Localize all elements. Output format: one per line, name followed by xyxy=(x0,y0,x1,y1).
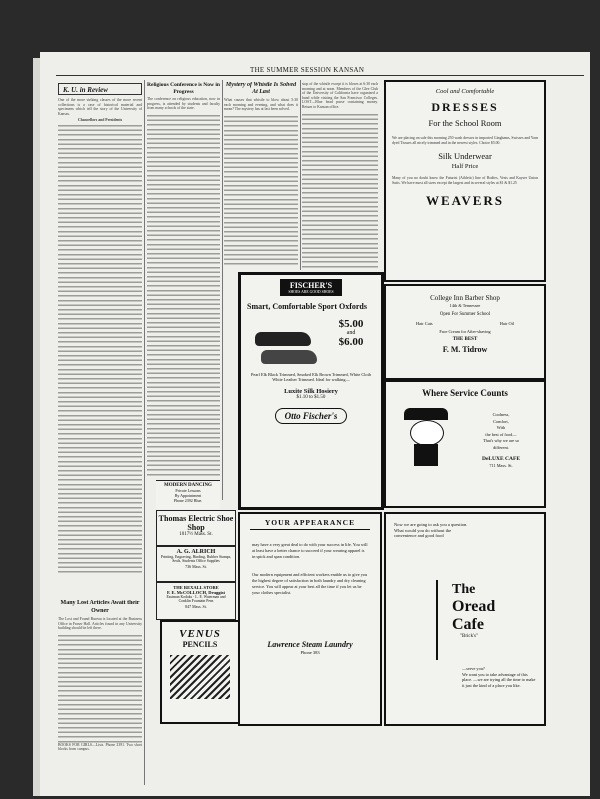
waiter-cartoon xyxy=(400,408,452,472)
ad-headline: Smart, Comfortable Sport Oxfords xyxy=(247,302,367,311)
owner-name: F. M. Tidrow xyxy=(442,345,488,354)
mystery-article xyxy=(224,82,298,268)
religion-article xyxy=(147,82,220,477)
ad-text: Eastman Kodaks · L. E. Waterman and Conklin Fountain Pens xyxy=(166,595,226,604)
laundry-phone: Phone 383 xyxy=(300,650,320,655)
laundry-name: Lawrence Steam Laundry xyxy=(267,640,353,649)
column-rule xyxy=(144,80,145,785)
list-heading: Chancellors and Presidents xyxy=(77,118,123,123)
oread-cafe-ad xyxy=(384,512,546,726)
article-body: stop of the whistle except it is blown at 6:30 each morning and at noon. Members of the Glee Club of the University of California have organized a band while visiting the San Francisco Colleges. LOST—Blue bead purse containing money. Return to Kansan office. xyxy=(302,82,378,109)
ad-headline: College Inn Barber Shop xyxy=(430,294,500,302)
ad-line: Open For Summer School xyxy=(439,312,491,317)
ad-headline: THE REXALL STORE xyxy=(173,585,219,590)
column-rule xyxy=(300,80,301,270)
ad-headline: MODERN DANCING xyxy=(164,483,212,488)
article-body: What causes that whistle to blow about 5:30 each morning and evening, and what does it mean? The mystery has at last been solved. xyxy=(224,98,298,112)
laundry-ad xyxy=(238,512,382,726)
ad-line: different. xyxy=(493,444,509,450)
hosiery-title: Luxite Silk Hosiery xyxy=(284,388,338,396)
ad-line: Private Lessons xyxy=(175,488,201,493)
dancing-ad xyxy=(156,480,220,509)
price: $5.00 xyxy=(338,317,364,330)
ad-paragraph: Many of you no doubt know the Futurist (Athletic) line of Bodies, Vests and Kayser Union Suits. We have most all sizes except the largest and in several styles at $1 & $1.25 xyxy=(392,176,538,185)
cafe-name: DeLUXE CAFE xyxy=(481,456,521,462)
brand-name: VENUS xyxy=(179,628,221,640)
ad-line: —serve you? xyxy=(462,666,485,671)
lost-articles xyxy=(58,600,142,780)
fischer-shoes-ad xyxy=(238,272,384,510)
books-notice: BOOKS FOR GIRLS—Lists. Phone 2391. Two short blocks from campus. xyxy=(58,742,142,752)
ad-line: That's why we are so xyxy=(482,438,520,443)
ad-line: Coolness, xyxy=(492,412,510,417)
ad-line: Comfort, xyxy=(493,418,509,424)
ad-line: Hair Oil xyxy=(499,321,514,326)
ad-paragraph: may have a very great deal to do with your success in life. You will at least have a better chance to succeed if your wearing apparel is in spick and span condition. xyxy=(252,542,368,559)
article-headline: Mystery of Whistle Is Solved At Last xyxy=(225,82,297,95)
fischer-logo-tagline: SHOES ARE GOOD SHOES xyxy=(288,290,334,294)
cafe-tagline: "Brick's" xyxy=(460,634,479,639)
filler-text xyxy=(302,112,378,268)
cafe-name-the: The xyxy=(452,582,476,597)
ad-line: Phone 2392 Blue. xyxy=(173,498,203,503)
filler-text xyxy=(147,113,220,477)
article-headline: Many Lost Articles Await their Owner xyxy=(60,600,140,614)
filler-text xyxy=(58,123,142,573)
ad-address: 847 Mass. St. xyxy=(185,603,207,609)
col4-article xyxy=(302,82,378,268)
cafe-name: Oread xyxy=(452,598,496,615)
ad-line: With xyxy=(496,425,506,430)
store-name: WEAVERS xyxy=(425,193,505,209)
column-rule xyxy=(222,80,223,500)
venus-pencils-ad xyxy=(160,620,240,724)
ad-subheadline: For the School Room xyxy=(428,118,502,128)
filler-text xyxy=(224,114,298,268)
ad-headline: A. G. ALRICH xyxy=(176,549,216,555)
thomas-shoe-ad xyxy=(156,510,236,546)
ad-text: Printing, Engraving, Binding, Rubber Stamps, Seals, Students Office Supplies xyxy=(160,555,232,564)
ad-headline: YOUR APPEARANCE xyxy=(250,518,370,530)
pencil-illustration xyxy=(170,655,230,699)
article-headline: Religious Conference is Now in Progress xyxy=(147,82,220,95)
ad-headline: Thomas Electric Shoe Shop xyxy=(158,514,234,532)
ad-line: THE BEST xyxy=(452,337,478,342)
price-and: and xyxy=(346,329,356,336)
ad-line: Hair Cuts xyxy=(416,321,433,326)
shoe-image xyxy=(261,350,317,364)
ad-headline: DRESSES xyxy=(431,100,499,114)
ad-name: F. E. McCOLLOCH, Druggist xyxy=(166,590,226,595)
deluxe-cafe-ad xyxy=(384,380,546,508)
ad-paragraph: Our modern equipment and efficient workers enable us to give you the highest degree of satisfaction in both laundry and dry cleaning service. You will appear at your best all the time if you let us be your clothes specialist. xyxy=(252,572,368,595)
ad-paragraph: We want you to take advantage of this place. —we are trying all the time to make it just the kind of a place you like. xyxy=(462,671,536,688)
article-intro: One of the more striking classes of the more recent collections is a case of historical material and specimens which tell the story of the University of Kansas. xyxy=(58,98,142,116)
ad-address: 736 Mass. St. xyxy=(185,563,207,569)
ad-tagline: Cool and Comfortable xyxy=(435,88,495,95)
ad-description: Pearl Elk Black Trimmed, Smoked Elk Brown Trimmed, White Cloth White Leather Trimmed. Ideal for walking— xyxy=(251,371,371,382)
shoe-image xyxy=(255,332,311,346)
fischer-logo: FISCHER'S xyxy=(289,281,333,290)
left-column-text xyxy=(58,98,142,598)
ad-subheadline: Half Price xyxy=(451,163,479,171)
ad-address: 1017½ Mass. St. xyxy=(179,532,213,537)
weavers-ad xyxy=(384,80,546,282)
section-title: K. U. in Review xyxy=(58,83,142,95)
signature-logo: Otto Fischer's xyxy=(275,408,347,424)
rexall-ad xyxy=(156,582,236,620)
ad-address: 711 Mass. St. xyxy=(489,462,513,468)
shoes-illustration xyxy=(241,316,381,372)
barber-shop-ad xyxy=(384,284,546,380)
ad-subheadline: Silk Underwear xyxy=(438,151,492,162)
ad-line: Face Cream for After-shaving xyxy=(439,329,491,334)
article-body: The Lost and Found Bureau is located at the Business Office in Fraser Hall. Articles found in any University building should be left there. xyxy=(58,617,142,631)
ad-paragraph: Now we are going to ask you a question. What would you do without the convenience and good food xyxy=(394,522,468,539)
ad-paragraph: We are placing on sale this morning 250 wash dresses in imported Ginghams, Swisses and Yarn dyed Tissues all nicely trimmed and in the newest styles. Choice $5.00. xyxy=(392,136,538,145)
ad-headline: Where Service Counts xyxy=(422,388,508,398)
ad-line: By Appointment xyxy=(174,493,202,498)
masthead-rule xyxy=(56,75,584,76)
ad-address: 14th & Tennessee xyxy=(449,303,481,308)
filler-text xyxy=(58,633,142,743)
masthead: THE SUMMER SESSION KANSAN xyxy=(250,66,365,74)
price: $6.00 xyxy=(338,335,364,348)
cafe-name: Cafe xyxy=(452,616,484,633)
alrich-ad xyxy=(156,546,236,582)
product-name: PENCILS xyxy=(182,640,218,649)
hosiery-price: $1.10 to $1.50 xyxy=(296,395,326,401)
article-body: The conference on religious education, now in progress, is attended by students and faculty from many schools of the state. xyxy=(147,97,220,111)
ad-line: the best of food— xyxy=(485,431,517,437)
